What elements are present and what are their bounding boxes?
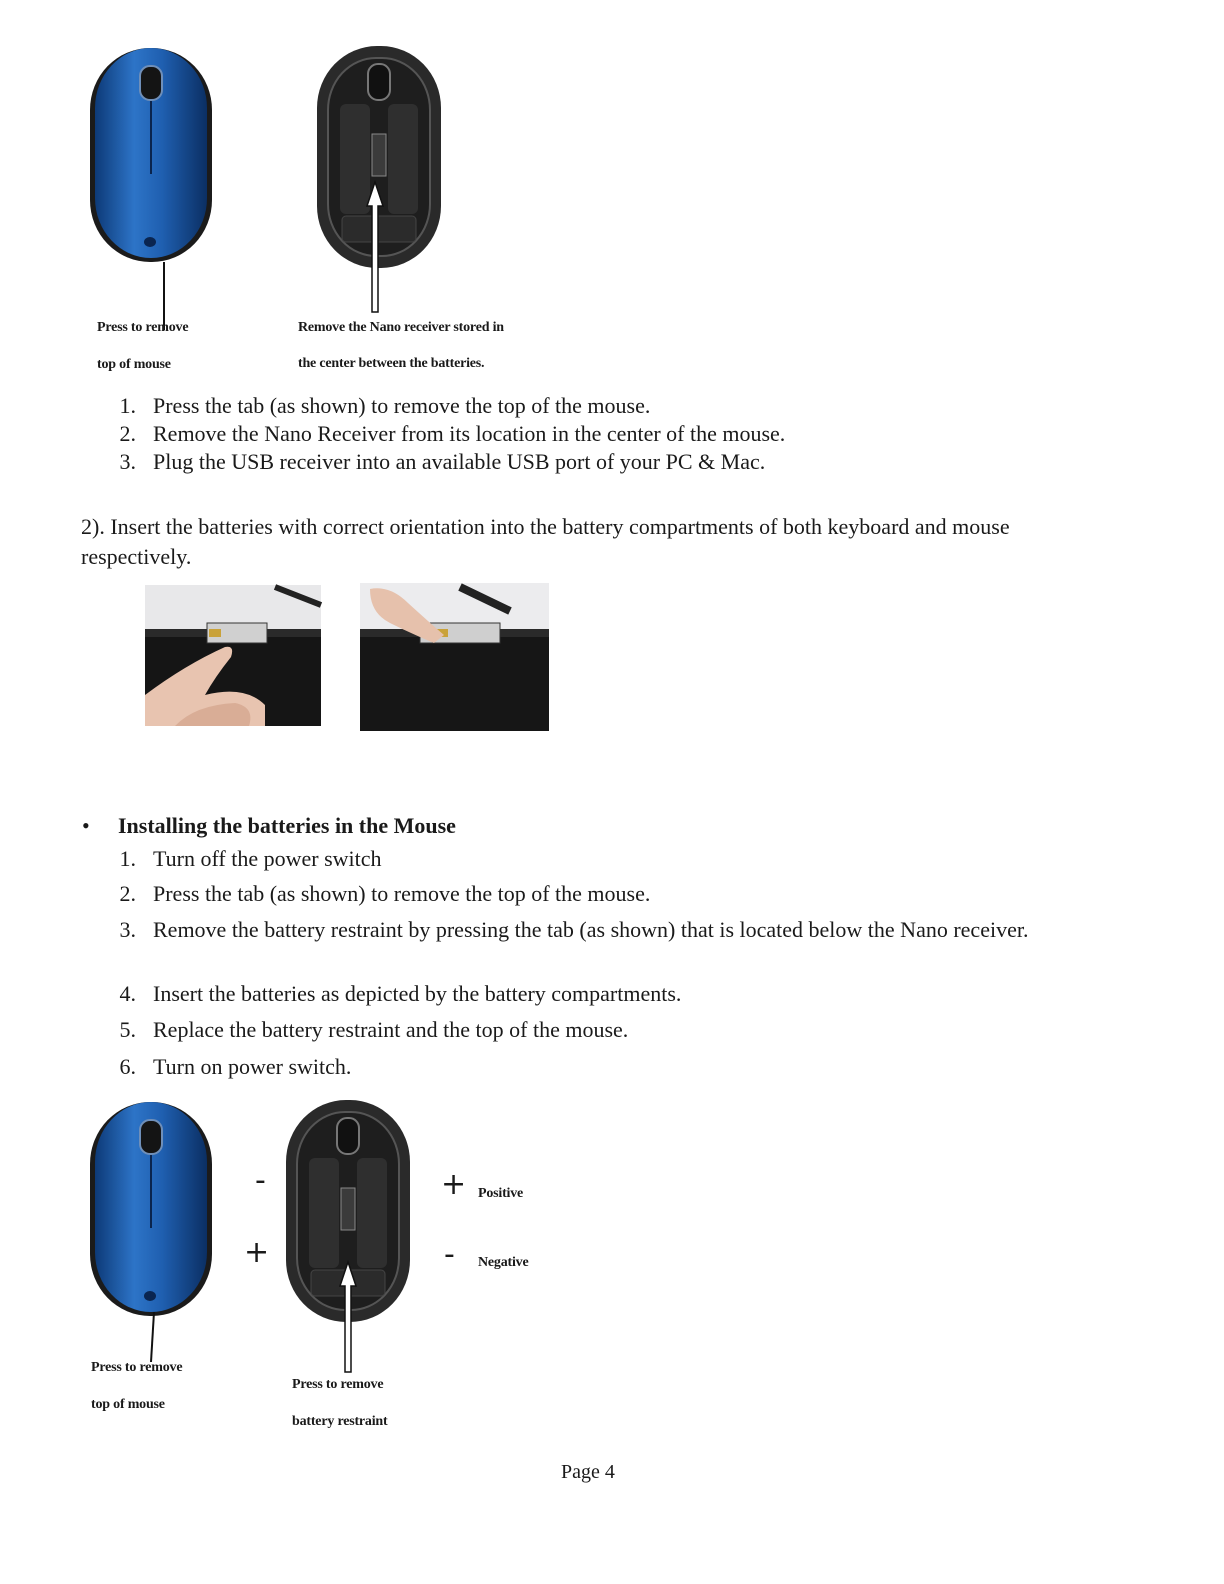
caption-press-remove-line1: Press to remove: [97, 320, 189, 335]
plus-sign: +: [244, 1235, 270, 1270]
step-number: 5.: [119, 1017, 136, 1042]
step-number: 1.: [119, 846, 136, 871]
step-number: 2.: [119, 881, 136, 906]
step-text: Press the tab (as shown) to remove the top of the mouse.: [153, 393, 651, 418]
caption-nano-receiver-line2: the center between the batteries.: [298, 356, 485, 371]
step-number: 3.: [119, 449, 136, 474]
battery-paragraph: 2). Insert the batteries with correct orientation into the battery compartments of both keyboard and mouse respectively.: [81, 514, 1010, 569]
section-heading: Installing the batteries in the Mouse: [118, 813, 456, 838]
step-text: Plug the USB receiver into an available USB port of your PC & Mac.: [153, 449, 766, 474]
step-text: Press the tab (as shown) to remove the top of the mouse.: [153, 881, 651, 906]
legend-positive-label: Positive: [478, 1186, 524, 1201]
caption-battery-restraint-line2: battery restraint: [292, 1414, 388, 1429]
step-text: Insert the batteries as depicted by the battery compartments.: [153, 981, 682, 1006]
step-number: 4.: [119, 981, 136, 1006]
caption-press-remove-line1: Press to remove: [91, 1360, 183, 1375]
step-number: 3.: [119, 917, 136, 942]
step-number: 1.: [119, 393, 136, 418]
step-text: Turn off the power switch: [153, 846, 382, 871]
step-number: 6.: [119, 1054, 136, 1079]
legend-positive-symbol: +: [441, 1167, 467, 1202]
caption-battery-restraint-line1: Press to remove: [292, 1377, 384, 1392]
caption-nano-receiver-line1: Remove the Nano receiver stored in: [298, 320, 504, 335]
caption-press-remove-line2: top of mouse: [97, 357, 171, 372]
step-text: Remove the Nano Receiver from its location in the center of the mouse.: [153, 421, 786, 446]
minus-sign: -: [255, 1163, 266, 1198]
section-bullet: •: [82, 813, 90, 838]
step-text: Remove the battery restraint by pressing the tab (as shown) that is located below the Nano receiver.: [153, 917, 1029, 942]
legend-negative-label: Negative: [478, 1255, 529, 1270]
step-text: Turn on power switch.: [153, 1054, 352, 1079]
step-text: Replace the battery restraint and the top of the mouse.: [153, 1017, 629, 1042]
step-number: 2.: [119, 421, 136, 446]
page-number: Page 4: [561, 1461, 615, 1483]
caption-press-remove-line2: top of mouse: [91, 1397, 165, 1412]
legend-negative-symbol: -: [444, 1237, 455, 1272]
